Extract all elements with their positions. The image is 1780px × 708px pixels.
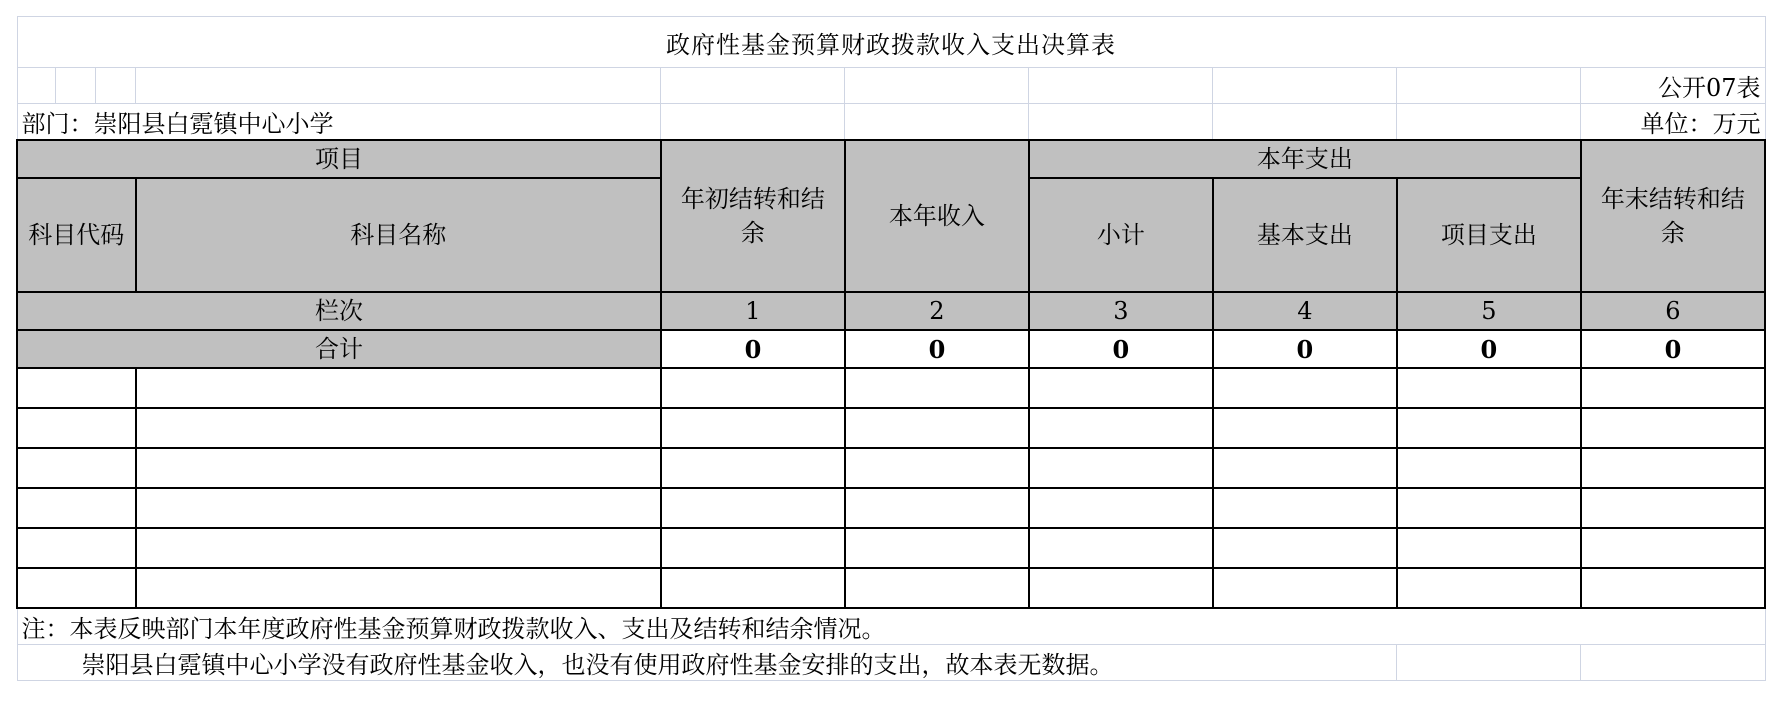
header-project-expense: 项目支出 bbox=[1397, 178, 1581, 292]
table-row bbox=[17, 448, 1765, 488]
data-cell bbox=[661, 408, 845, 448]
table-row bbox=[17, 568, 1765, 608]
report-table bbox=[16, 16, 1766, 681]
empty-cell bbox=[1213, 104, 1397, 141]
spreadsheet bbox=[16, 16, 1766, 681]
total-value: 0 bbox=[1029, 330, 1213, 368]
total-value: 0 bbox=[1213, 330, 1397, 368]
data-cell bbox=[1029, 408, 1213, 448]
data-cell bbox=[1397, 408, 1581, 448]
data-cell bbox=[661, 368, 845, 408]
column-number: 5 bbox=[1397, 292, 1581, 330]
data-cell bbox=[661, 488, 845, 528]
empty-cell bbox=[17, 68, 56, 104]
data-cell bbox=[845, 528, 1029, 568]
data-cell bbox=[136, 528, 661, 568]
data-cell bbox=[1213, 368, 1397, 408]
header-end-balance: 年末结转和结余 bbox=[1581, 140, 1765, 292]
unit-label: 单位：万元 bbox=[1581, 104, 1765, 141]
column-index-label: 栏次 bbox=[17, 292, 661, 330]
table-row bbox=[17, 368, 1765, 408]
column-number: 3 bbox=[1029, 292, 1213, 330]
data-cell bbox=[136, 368, 661, 408]
data-cell bbox=[136, 568, 661, 608]
column-number: 2 bbox=[845, 292, 1029, 330]
empty-cell bbox=[661, 104, 845, 141]
header-basic-expense: 基本支出 bbox=[1213, 178, 1397, 292]
header-subject-name: 科目名称 bbox=[136, 178, 661, 292]
empty-cell bbox=[96, 68, 136, 104]
data-cell bbox=[845, 448, 1029, 488]
empty-cell bbox=[661, 68, 845, 104]
header-expense-group: 本年支出 bbox=[1029, 140, 1581, 178]
data-cell bbox=[17, 568, 136, 608]
data-cell bbox=[1581, 528, 1765, 568]
data-cell bbox=[845, 368, 1029, 408]
data-cell bbox=[1213, 488, 1397, 528]
table-row bbox=[17, 408, 1765, 448]
data-cell bbox=[1581, 568, 1765, 608]
data-cell bbox=[1029, 368, 1213, 408]
data-cell bbox=[1581, 368, 1765, 408]
page-title: 政府性基金预算财政拨款收入支出决算表 bbox=[17, 17, 1765, 68]
data-cell bbox=[661, 568, 845, 608]
table-number: 公开07表 bbox=[1581, 68, 1765, 104]
data-cell bbox=[17, 448, 136, 488]
data-cell bbox=[661, 528, 845, 568]
data-cell bbox=[1213, 448, 1397, 488]
column-number: 1 bbox=[661, 292, 845, 330]
data-cell bbox=[1397, 568, 1581, 608]
table-row bbox=[17, 528, 1765, 568]
empty-cell bbox=[1213, 68, 1397, 104]
data-cell bbox=[845, 408, 1029, 448]
data-cell bbox=[1029, 448, 1213, 488]
data-cell bbox=[1397, 528, 1581, 568]
note-line-2: 崇阳县白霓镇中心小学没有政府性基金收入，也没有使用政府性基金安排的支出，故本表无数据。 bbox=[17, 645, 1397, 681]
data-cell bbox=[1213, 528, 1397, 568]
data-cell bbox=[17, 408, 136, 448]
data-cell bbox=[845, 488, 1029, 528]
data-cell bbox=[1213, 408, 1397, 448]
empty-cell bbox=[845, 104, 1029, 141]
data-cell bbox=[845, 568, 1029, 608]
empty-cell bbox=[845, 68, 1029, 104]
total-value: 0 bbox=[1581, 330, 1765, 368]
header-subtotal: 小计 bbox=[1029, 178, 1213, 292]
total-value: 0 bbox=[845, 330, 1029, 368]
data-cell bbox=[17, 368, 136, 408]
data-cell bbox=[136, 488, 661, 528]
data-cell bbox=[1581, 488, 1765, 528]
data-cell bbox=[661, 448, 845, 488]
empty-cell bbox=[1397, 645, 1581, 681]
total-value: 0 bbox=[661, 330, 845, 368]
column-number: 4 bbox=[1213, 292, 1397, 330]
empty-cell bbox=[1581, 645, 1765, 681]
note-line-1: 注：本表反映部门本年度政府性基金预算财政拨款收入、支出及结转和结余情况。 bbox=[17, 608, 1765, 645]
data-cell bbox=[17, 488, 136, 528]
data-cell bbox=[1029, 488, 1213, 528]
data-cell bbox=[1397, 488, 1581, 528]
data-cell bbox=[17, 528, 136, 568]
data-cell bbox=[1029, 568, 1213, 608]
table-row bbox=[17, 488, 1765, 528]
data-cell bbox=[1581, 448, 1765, 488]
data-cell bbox=[1397, 448, 1581, 488]
header-income: 本年收入 bbox=[845, 140, 1029, 292]
data-cell bbox=[1029, 528, 1213, 568]
data-cell bbox=[136, 408, 661, 448]
total-value: 0 bbox=[1397, 330, 1581, 368]
header-project: 项目 bbox=[17, 140, 661, 178]
empty-cell bbox=[136, 68, 661, 104]
department-label: 部门：崇阳县白霓镇中心小学 bbox=[17, 104, 661, 141]
total-label: 合计 bbox=[17, 330, 661, 368]
empty-cell bbox=[1397, 68, 1581, 104]
empty-cell bbox=[1029, 68, 1213, 104]
header-subject-code: 科目代码 bbox=[17, 178, 136, 292]
data-cell bbox=[136, 448, 661, 488]
data-cell bbox=[1397, 368, 1581, 408]
header-begin-balance: 年初结转和结余 bbox=[661, 140, 845, 292]
empty-cell bbox=[1029, 104, 1213, 141]
column-number: 6 bbox=[1581, 292, 1765, 330]
empty-cell bbox=[56, 68, 96, 104]
data-cell bbox=[1581, 408, 1765, 448]
empty-cell bbox=[1397, 104, 1581, 141]
data-cell bbox=[1213, 568, 1397, 608]
